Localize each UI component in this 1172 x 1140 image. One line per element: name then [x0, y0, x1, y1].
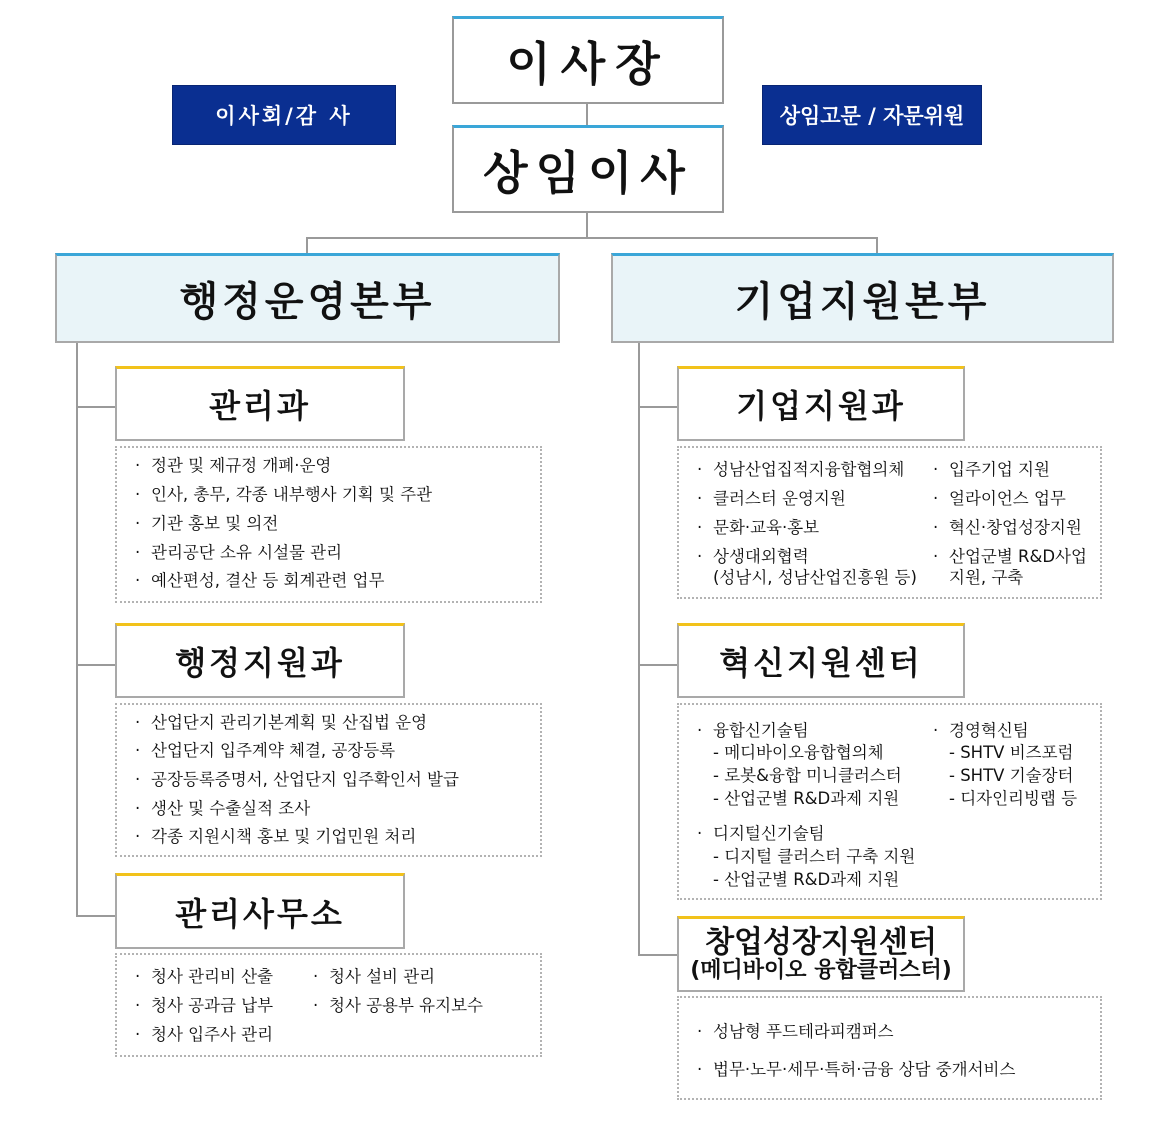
list-item: - 메디바이오융합협의체: [713, 743, 884, 762]
connector-line: [76, 915, 116, 917]
office-dept-title: 관리사무소: [175, 894, 345, 933]
innovation-center-title: 혁신지원센터: [719, 644, 923, 682]
startup-center-list: [677, 996, 1102, 1100]
team-heading: · 융합신기술팀: [697, 721, 809, 740]
office-dept-box: [115, 873, 405, 949]
list-item: · 정관 및 제규정 개폐·운영: [135, 456, 332, 475]
list-item: (성남시, 성남산업진흥원 등): [713, 568, 917, 587]
startup-center-title: 창업성장지원센터: [705, 924, 937, 960]
team-heading: · 경영혁신팀: [933, 721, 1029, 740]
chairman-label: 이사장: [506, 36, 670, 91]
admin-support-dept-box: [115, 623, 405, 698]
management-dept-box: [115, 366, 405, 441]
list-item: · 성남산업집적지융합협의체: [697, 460, 905, 479]
list-item: · 혁신·창업성장지원: [933, 518, 1082, 537]
list-item: - SHTV 비즈포럼: [949, 743, 1074, 762]
director-label: 상임이사: [483, 145, 693, 200]
admin-support-duties-list: [115, 703, 542, 857]
list-item: · 청사 관리비 산출: [135, 967, 274, 986]
connector-line: [638, 664, 678, 666]
biz-support-dept-box: [677, 366, 965, 441]
connector-line: [638, 342, 640, 956]
board-box: [172, 85, 396, 145]
list-item: · 생산 및 수출실적 조사: [135, 799, 311, 818]
connector-line: [638, 406, 678, 408]
list-item: · 인사, 총무, 각종 내부행사 기획 및 주관: [135, 485, 433, 504]
list-item: - 산업군별 R&D과제 지원: [713, 789, 900, 808]
list-item: · 얼라이언스 업무: [933, 489, 1066, 508]
list-item: · 청사 설비 관리: [313, 967, 436, 986]
office-duties-list: [115, 953, 542, 1057]
list-item: - 디자인리빙랩 등: [949, 789, 1078, 808]
management-dept-title: 관리과: [209, 387, 311, 425]
list-item: · 청사 입주사 관리: [135, 1025, 274, 1044]
list-item: · 법무·노무·세무·특허·금융 상담 중개서비스: [697, 1060, 1016, 1079]
list-item: · 산업군별 R&D사업: [933, 547, 1087, 566]
biz-support-duties-list: [677, 446, 1102, 599]
admin-division-box: [55, 253, 560, 343]
innovation-center-list: [677, 703, 1102, 900]
list-item: · 성남형 푸드테라피캠퍼스: [697, 1022, 894, 1041]
startup-center-box: [677, 916, 965, 992]
director-box: [452, 125, 724, 213]
list-item: · 공장등록증명서, 산업단지 입주확인서 발급: [135, 770, 459, 789]
list-item: · 각종 지원시책 홍보 및 기업민원 처리: [135, 827, 417, 846]
advisor-box: [762, 85, 982, 145]
admin-support-dept-title: 행정지원과: [175, 644, 345, 682]
team-heading: · 디지털신기술팀: [697, 824, 825, 843]
innovation-center-box: [677, 623, 965, 698]
list-item: · 산업단지 입주계약 체결, 공장등록: [135, 741, 396, 760]
board-label: 이사회/감 사: [215, 104, 353, 128]
connector-line: [76, 664, 116, 666]
biz-support-dept-title: 기업지원과: [736, 387, 906, 425]
connector-line: [76, 406, 116, 408]
connector-line: [638, 954, 678, 956]
list-item: · 청사 공용부 유지보수: [313, 996, 483, 1015]
support-division-label: 기업지원본부: [734, 279, 991, 325]
list-item: 지원, 구축: [949, 568, 1024, 587]
support-division-box: [611, 253, 1114, 343]
list-item: · 문화·교육·홍보: [697, 518, 820, 537]
list-item: · 기관 홍보 및 의전: [135, 514, 279, 533]
list-item: · 상생대외협력: [697, 547, 809, 566]
list-item: - 디지털 클러스터 구축 지원: [713, 847, 916, 866]
connector-line: [76, 342, 78, 917]
admin-division-label: 행정운영본부: [179, 279, 436, 325]
startup-center-subtitle: (메디바이오 융합클러스터): [690, 957, 952, 983]
connector-line: [306, 237, 878, 239]
list-item: · 입주기업 지원: [933, 460, 1050, 479]
list-item: - 로봇&융합 미니클러스터: [713, 766, 902, 785]
chairman-box: [452, 16, 724, 104]
list-item: · 관리공단 소유 시설물 관리: [135, 543, 343, 562]
list-item: · 산업단지 관리기본계획 및 산집법 운영: [135, 713, 428, 732]
list-item: · 예산편성, 결산 등 회계관련 업무: [135, 571, 385, 590]
list-item: - 산업군별 R&D과제 지원: [713, 870, 900, 889]
advisor-label: 상임고문 / 자문위원: [779, 104, 965, 128]
connector-line: [586, 212, 588, 238]
list-item: - SHTV 기술장터: [949, 766, 1074, 785]
list-item: · 청사 공과금 납부: [135, 996, 274, 1015]
list-item: · 클러스터 운영지원: [697, 489, 846, 508]
management-duties-list: [115, 446, 542, 603]
connector-line: [586, 103, 588, 126]
